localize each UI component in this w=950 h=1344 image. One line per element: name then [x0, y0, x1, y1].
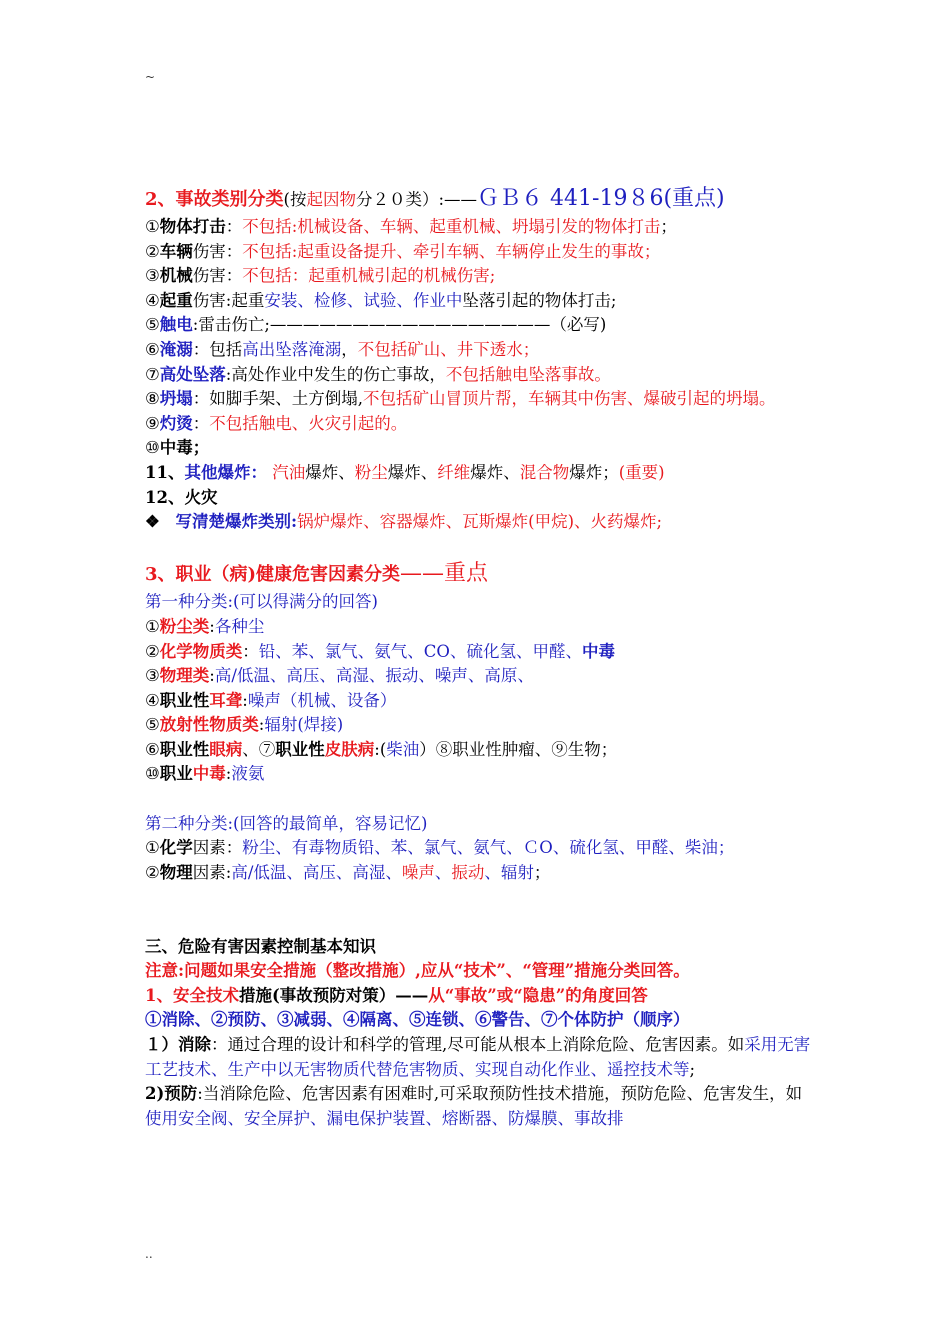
accident-item-8: ⑧坍塌：如脚手架、土方倒塌,不包括矿山冒顶片帮，车辆其中伤害、爆破引起的坍塌。 — [145, 389, 776, 409]
tech-measures-heading: 1、安全技术措施(事故预防对策）——从“事故”或“隐患”的角度回答 — [145, 985, 648, 1005]
measure-eliminate: １）消除：通过合理的设计和科学的管理,尽可能从根本上消除危险、危害因素。如采用无害工艺技术、生产中以无害物质代替危害物质、实现自动化作业、遥控技术等; — [145, 1035, 811, 1079]
section2-title-paren: (按 — [283, 190, 307, 209]
footer-mark: .. — [145, 1247, 153, 1261]
factor-1: ①粉尘类:各种尘 — [145, 616, 265, 636]
accident-item-10: ⑩中毒； — [145, 438, 210, 458]
factor-3: ③物理类:高/低温、高压、高湿、振动、噪声、高原、 — [145, 666, 534, 686]
accident-item-6: ⑥淹溺：包括高出坠落淹溺，不包括矿山、井下透水； — [145, 339, 540, 359]
accident-item-1: ①物体打击：不包括:机械设备、车辆、起重机械、坍塌引发的物体打击； — [145, 217, 677, 236]
second-factor-1: ①化学因素：粉尘、有毒物质铅、苯、氯气、氨气、ＣO、硫化氢、甲醛、柴油； — [145, 838, 735, 858]
section2-title — [145, 184, 815, 215]
section2-title-count: 分２０类）:—— — [355, 190, 478, 209]
accident-item-3: ③机械伤害：不包括：起重机械引起的机械伤害; — [145, 266, 496, 286]
accident-item-4: ④起重伤害:起重安装、检修、试验、作业中坠落引起的物体打击; — [145, 290, 617, 310]
accident-item-9: ⑨灼烫：不包括触电、火灾引起的。 — [145, 413, 408, 433]
section2-title-cause: 起因物 — [306, 190, 356, 209]
header-mark: ~ — [145, 70, 156, 84]
accident-item-11: 11、其他爆炸： 汽油爆炸、粉尘爆炸、纤维爆炸、混合物爆炸；(重要) — [145, 462, 665, 482]
first-classification-label: 第一种分类:(可以得满分的回答) — [145, 592, 378, 612]
second-classification-label: 第二种分类:(回答的最简单，容易记忆) — [145, 813, 428, 833]
section2-title-main: 2、事故类别分类 — [145, 189, 284, 210]
factor-6: ⑥职业性眼病、⑦职业性皮肤病:(柴油）⑧职业性肿瘤、⑨生物； — [145, 739, 618, 759]
section2-title-standard: ＧＢ６ 441-19８6(重点) — [477, 186, 725, 211]
explosion-types: ❖ 写清楚爆炸类别:锅炉爆炸、容器爆炸、瓦斯爆炸(甲烷)、火药爆炸; — [145, 512, 663, 532]
factor-5: ⑤放射性物质类:辐射(焊接) — [145, 715, 344, 735]
accident-item-5: ⑤触电:雷击伤亡;—————————————————（必写) — [145, 315, 607, 335]
factor-2: ②化学物质类：铅、苯、氯气、氨气、CO、硫化氢、甲醛、中毒 — [145, 641, 615, 661]
factor-4: ④职业性耳聋:噪声（机械、设备） — [145, 690, 397, 710]
measure-prevent: 2)预防:当消除危险、危害因素有困难时,可采取预防性技术措施，预防危险、危害发生，如使用安全阀、安全屏护、漏电保护装置、熔断器、防爆膜、事故排 — [145, 1084, 803, 1128]
accident-item-12: 12、火灾 — [145, 487, 218, 507]
part3-title: 三、危险有害因素控制基本知识 — [145, 936, 376, 956]
accident-item-2: ②车辆伤害：不包括:起重设备提升、牵引车辆、车辆停止发生的事故； — [145, 241, 661, 261]
second-factor-2: ②物理因素:高/低温、高压、高湿、噪声、振动、辐射； — [145, 862, 551, 882]
section3-title: 3、职业（病)健康危害因素分类——重点 — [145, 561, 489, 587]
tech-measures-list: ①消除、②预防、③减弱、④隔离、⑤连锁、⑥警告、⑦个体防护（顺序） — [145, 1010, 690, 1030]
factor-10: ⑩职业中毒:液氨 — [145, 764, 265, 784]
document-body — [145, 184, 815, 1131]
bullet-icon: ❖ — [145, 512, 160, 532]
accident-item-7: ⑦高处坠落:高处作业中发生的伤亡事故，不包括触电坠落事故。 — [145, 364, 611, 384]
part3-notice: 注意:问题如果安全措施（整改措施）,应从“技术”、“管理”措施分类回答。 — [145, 961, 690, 981]
